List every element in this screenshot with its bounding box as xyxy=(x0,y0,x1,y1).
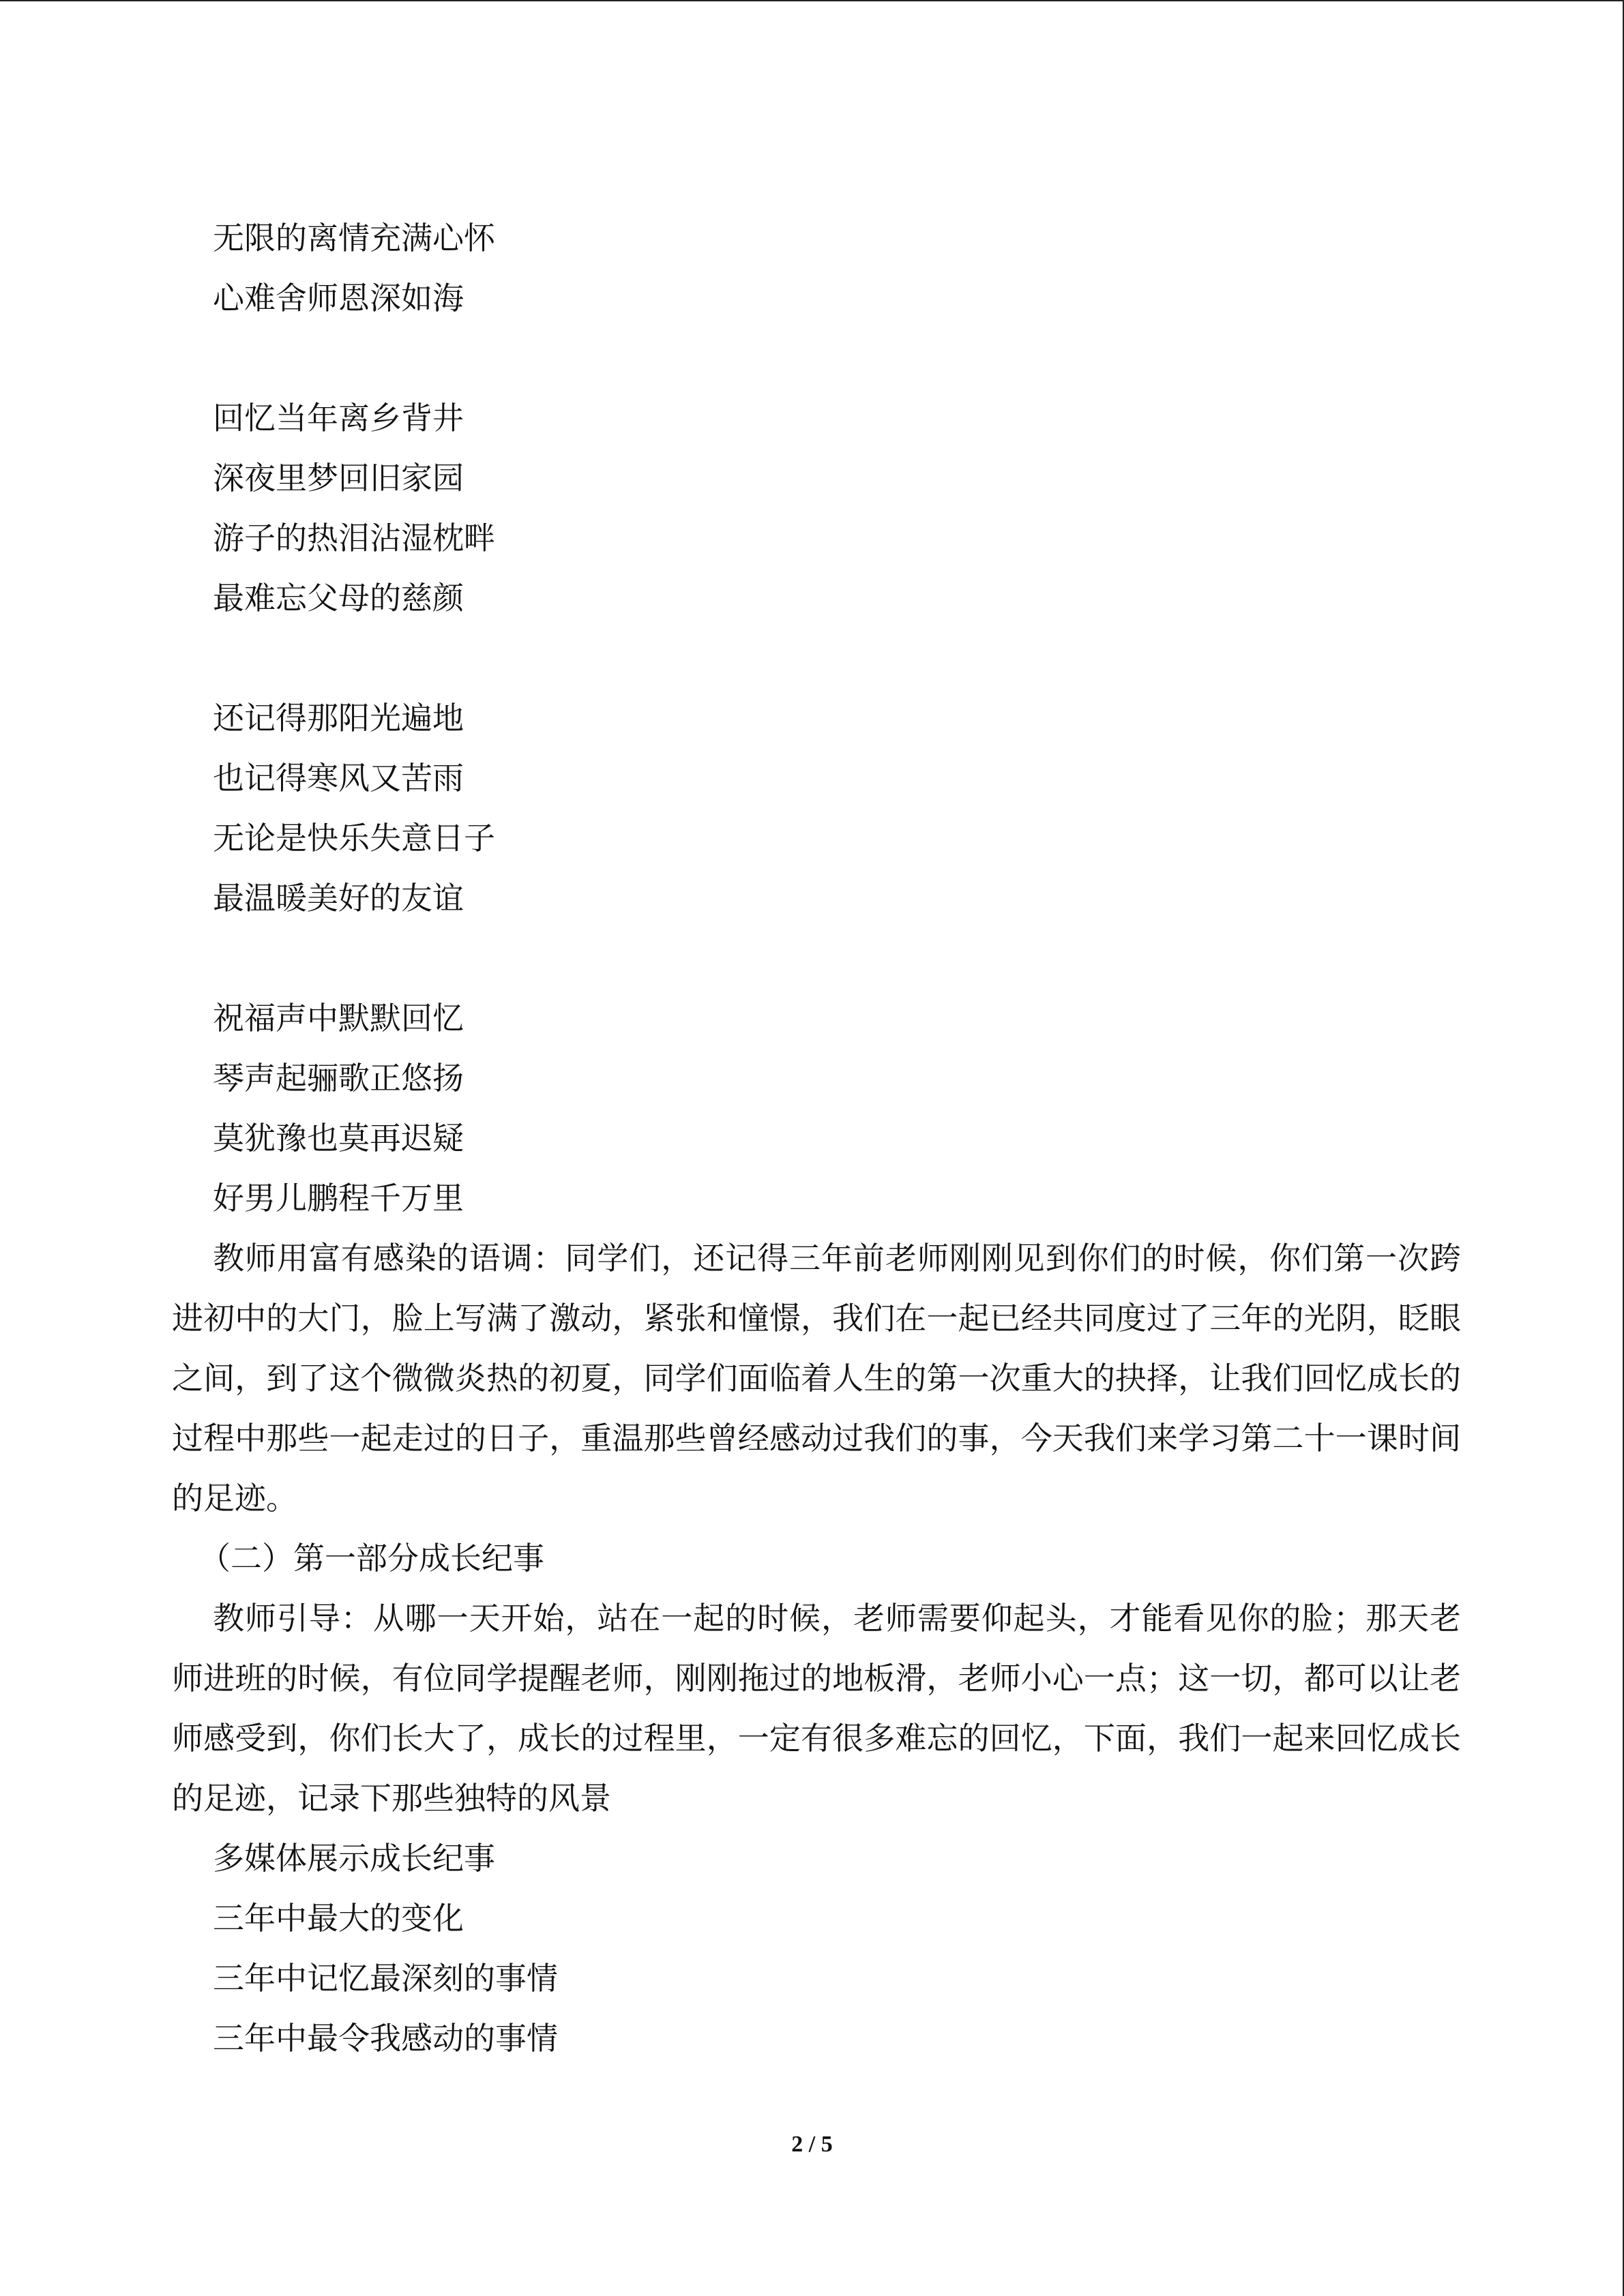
poem-line: 无论是快乐失意日子 xyxy=(213,820,495,856)
activity-list xyxy=(172,1828,1461,2068)
poem-line: 好男儿鹏程千万里 xyxy=(213,1180,464,1217)
section-heading: （二）第一部分成长纪事 xyxy=(199,1540,544,1577)
teacher-guide-paragraph: 教师引导：从哪一天开始，站在一起的时候，老师需要仰起头，才能看见你的脸；那天老师进班的时候，有位同学提醒老师，刚刚拖过的地板滑，老师小心一点；这一切，都可以让老师感受到，你们长大了，成长的过程里，一定有很多难忘的回忆，下面，我们一起来回忆成长的足迹，记录下那些独特的风景 xyxy=(172,1600,1461,1817)
poem-stanza-2 xyxy=(172,388,1461,628)
poem-line: 游子的热泪沾湿枕畔 xyxy=(213,520,495,556)
poem-line: 祝福声中默默回忆 xyxy=(213,1000,464,1037)
poem-line: 还记得那阳光遍地 xyxy=(213,700,464,736)
document-body xyxy=(172,208,1461,2068)
list-item: 三年中记忆最深刻的事情 xyxy=(213,1960,558,1997)
poem-stanza-4 xyxy=(172,988,1461,1228)
poem-line: 琴声起骊歌正悠扬 xyxy=(213,1060,464,1097)
poem-line: 也记得寒风又苦雨 xyxy=(213,760,464,796)
poem-stanza-1 xyxy=(172,208,1461,328)
poem-line: 深夜里梦回旧家园 xyxy=(213,460,464,496)
poem-line: 最难忘父母的慈颜 xyxy=(213,580,464,616)
list-item: 多媒体展示成长纪事 xyxy=(213,1840,495,1877)
teacher-intro-paragraph: 教师用富有感染的语调：同学们，还记得三年前老师刚刚见到你们的时候，你们第一次跨进初中的大门，脸上写满了激动，紧张和憧憬，我们在一起已经共同度过了三年的光阴，眨眼之间，到了这个微微炎热的初夏，同学们面临着人生的第一次重大的抉择，让我们回忆成长的过程中那些一起走过的日子，重温那些曾经感动过我们的事，今天我们来学习第二十一课时间的足迹。 xyxy=(172,1240,1461,1517)
poem-line: 莫犹豫也莫再迟疑 xyxy=(213,1120,464,1157)
poem-line: 回忆当年离乡背井 xyxy=(213,400,464,436)
poem-line: 心难舍师恩深如海 xyxy=(213,280,464,316)
poem-stanza-3 xyxy=(172,688,1461,928)
poem-line: 无限的离情充满心怀 xyxy=(213,220,495,256)
page-number: 2 / 5 xyxy=(791,2132,833,2157)
list-item: 三年中最令我感动的事情 xyxy=(213,2020,558,2057)
poem-line: 最温暖美好的友谊 xyxy=(213,880,464,916)
list-item: 三年中最大的变化 xyxy=(213,1900,464,1937)
